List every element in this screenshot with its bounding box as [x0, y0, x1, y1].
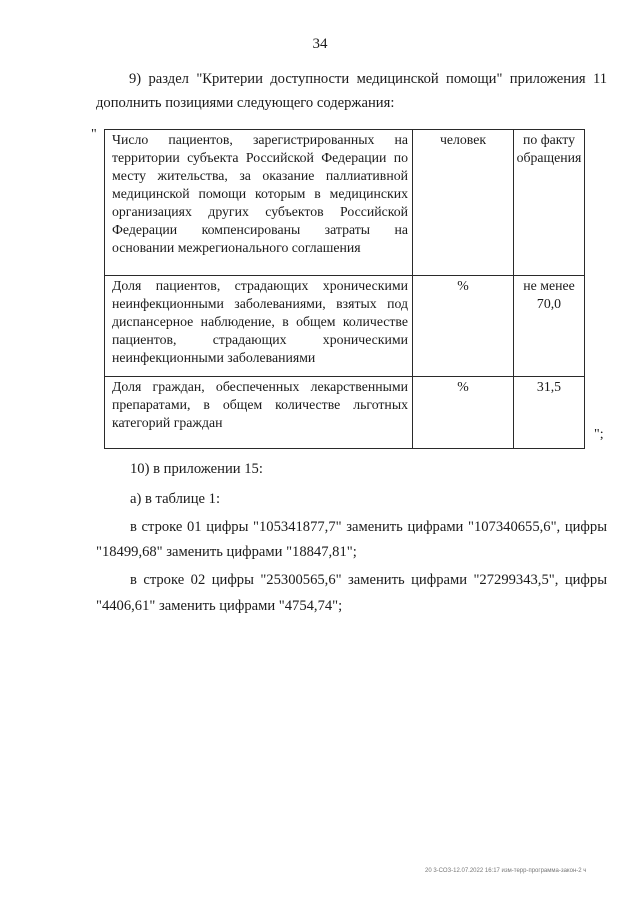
amendment-row-01-line-2: "18499,68" заменить цифрами "18847,81"; — [96, 544, 357, 560]
intro-line-2: дополнить позициями следующего содержания: — [96, 95, 395, 111]
criterion-name: Доля граждан, обеспеченных лекарственными препаратами, в общем количестве льготных категорий граждан — [105, 377, 413, 449]
document-footer: 20 3-СОЗ-12.07.2022 16:17 изм-терр-программа-закон-2 ч — [425, 868, 587, 874]
table-row — [105, 377, 585, 449]
amendment-row-02-line-2: "4406,61" заменить цифрами "4754,74"; — [96, 598, 343, 614]
criterion-name: Доля пациентов, страдающих хроническими неинфекционными заболеваниями, взятых под диспансерное наблюдение, в общем количестве пациентов, страдающих хроническими неинфекционными заболеваниями — [105, 276, 413, 377]
page-number: 34 — [312, 36, 328, 52]
criterion-name: Число пациентов, зарегистрированных на территории субъекта Российской Федерации по месту жительства, за оказание паллиативной медицинской помощи которым в медицинских организациях других субъектов Российской Федерации компенсированы затраты на основании межрегионального соглашения — [105, 130, 413, 276]
amendment-item-10: 10) в приложении 15: — [130, 461, 263, 477]
amendment-row-02-line-1: в строке 02 цифры "25300565,6" заменить цифрами "27299343,5", цифры — [130, 572, 607, 588]
criterion-value: по факту обращения — [514, 130, 585, 276]
amendment-item-a: а) в таблице 1: — [130, 491, 220, 507]
closing-quote: "; — [594, 427, 604, 442]
opening-quote: " — [91, 127, 97, 142]
intro-line-1: 9) раздел "Критерии доступности медицинской помощи" приложения 11 — [129, 71, 607, 87]
table-row — [105, 130, 585, 276]
criterion-unit: % — [413, 276, 514, 377]
criterion-value: 31,5 — [514, 377, 585, 449]
criteria-table — [104, 129, 585, 449]
table-row — [105, 276, 585, 377]
amendment-row-01-line-1: в строке 01 цифры "105341877,7" заменить цифрами "107340655,6", цифры — [130, 519, 607, 535]
criterion-value: не менее 70,0 — [514, 276, 585, 377]
criterion-unit: % — [413, 377, 514, 449]
criterion-unit: человек — [413, 130, 514, 276]
